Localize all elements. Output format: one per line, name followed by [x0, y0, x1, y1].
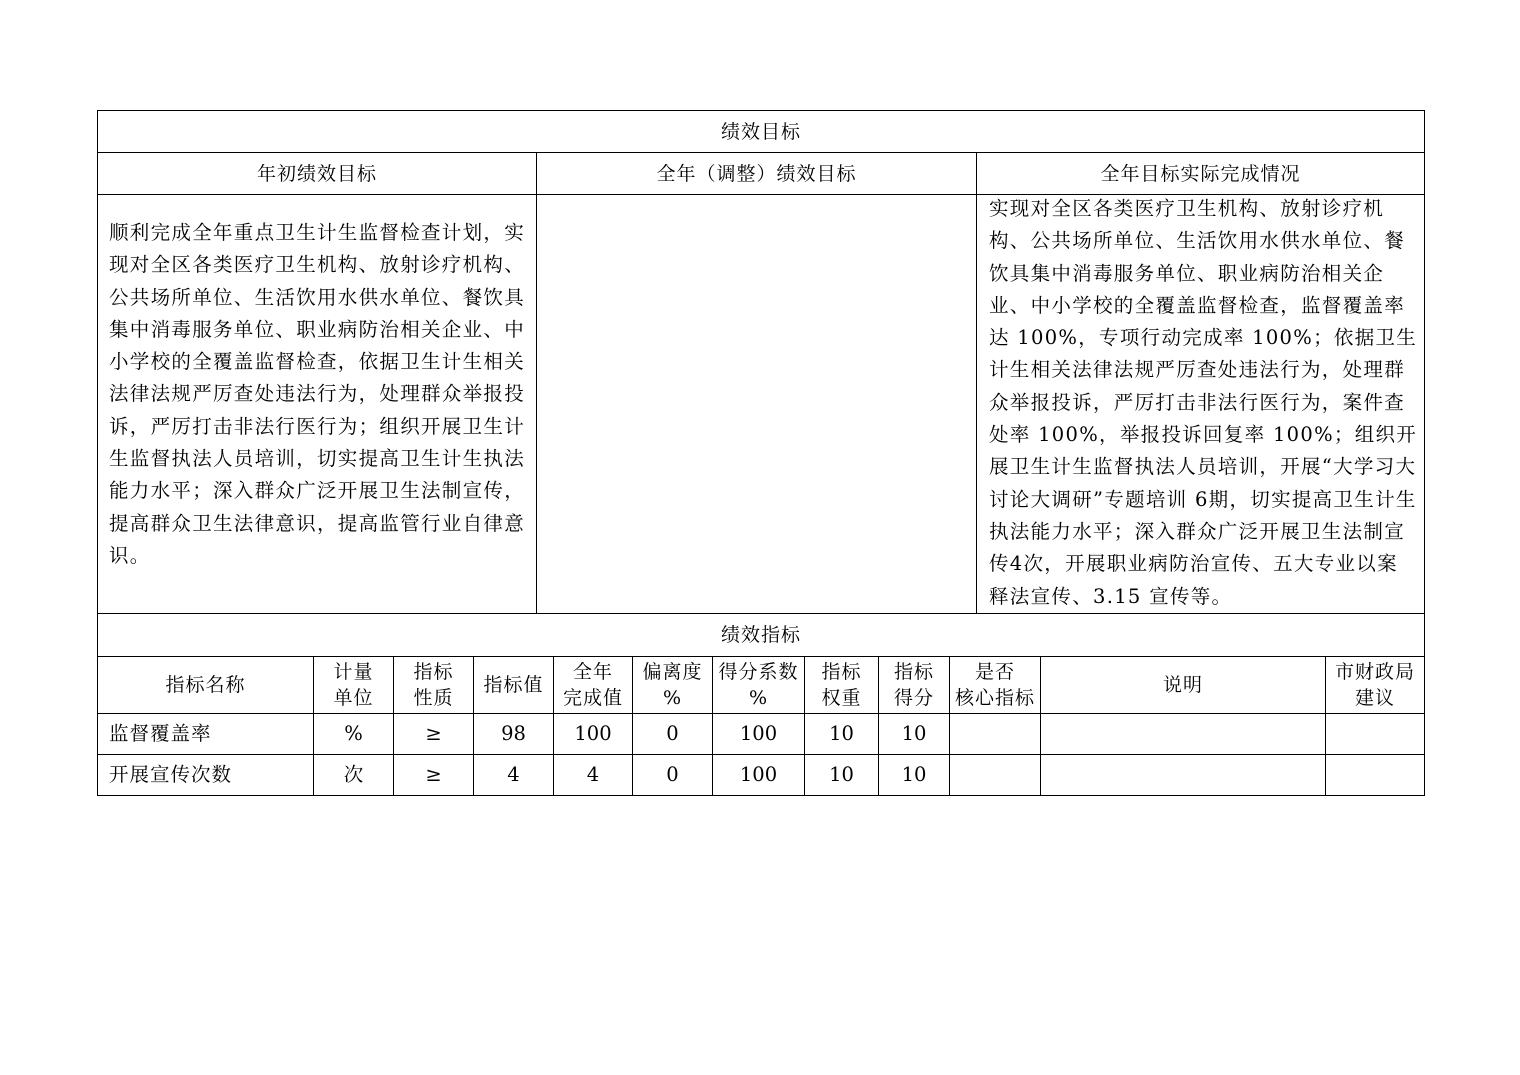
row-completed: 4	[554, 754, 633, 795]
col-initial-goals: 年初绩效目标	[98, 153, 537, 195]
row-value: 4	[474, 754, 554, 795]
row-name: 监督覆盖率	[98, 713, 314, 754]
row-unit: %	[314, 713, 394, 754]
header-nature	[394, 656, 474, 713]
header-core-line2: 核心指标	[954, 686, 1035, 709]
header-advice	[1326, 656, 1425, 713]
row-name: 开展宣传次数	[98, 754, 314, 795]
header-coefficient-line1: 得分系数	[718, 660, 799, 683]
adjusted-goals-cell	[537, 195, 977, 614]
row-weight: 10	[805, 713, 879, 754]
header-deviation-line1: 偏离度	[642, 660, 703, 683]
header-completed-line1: 全年	[572, 660, 613, 683]
row-coefficient: 100	[713, 754, 805, 795]
row-score: 10	[879, 754, 950, 795]
header-note: 说明	[1041, 656, 1326, 713]
row-nature: ≥	[394, 754, 474, 795]
header-unit-line2: 单位	[333, 686, 374, 709]
row-deviation: 0	[633, 713, 713, 754]
header-core	[950, 656, 1041, 713]
row-core	[950, 713, 1041, 754]
table-row	[98, 754, 1425, 795]
table-row	[98, 713, 1425, 754]
header-coefficient-line2: %	[748, 686, 769, 709]
header-coefficient	[713, 656, 805, 713]
header-value: 指标值	[474, 656, 554, 713]
row-advice	[1326, 754, 1425, 795]
header-unit-line1: 计量	[333, 660, 374, 683]
header-completed-line2: 完成值	[562, 686, 623, 709]
header-weight-line1: 指标	[821, 660, 862, 683]
initial-goals-text: 顺利完成全年重点卫生计生监督检查计划，实现对全区各类医疗卫生机构、放射诊疗机构、公共场所单位、生活饮用水供水单位、餐饮具集中消毒服务单位、职业病防治相关企业、中小学校的全覆盖监督检查，依据卫生计生相关法律法规严厉查处违法行为，处理群众举报投诉，严厉打击非法行医行为；组织开展卫生计生监督执法人员培训，切实提高卫生计生执法能力水平；深入群众广泛开展卫生法制宣传，提高群众卫生法律意识，提高监管行业自律意识。	[109, 221, 526, 567]
row-core	[950, 754, 1041, 795]
header-completed	[554, 656, 633, 713]
actual-completion-text: 实现对全区各类医疗卫生机构、放射诊疗机构、公共场所单位、生活饮用水供水单位、餐饮具集中消毒服务单位、职业病防治相关企业、中小学校的全覆盖监督检查，监督覆盖率达 100%，专项行动完成率 100%；依据卫生计生相关法律法规严厉查处违法行为，处理群众举报投诉，严厉打击非法行医行为，案件查处率 100%，举报投诉回复率 100%；组织开展卫生计生监督执法人员培训，开展“大学习大讨论大调研”专题培训 6期，切实提高卫生计生执法能力水平；深入群众广泛开展卫生法制宣传4次，开展职业病防治宣传、五大专业以案释法宣传、3.15 宣传等。	[989, 197, 1418, 608]
header-weight	[805, 656, 879, 713]
goals-title: 绩效目标	[98, 111, 1425, 153]
actual-completion-cell	[977, 195, 1425, 614]
header-nature-line2: 性质	[413, 686, 454, 709]
header-advice-line2: 建议	[1355, 686, 1396, 709]
header-indicator-name: 指标名称	[98, 656, 314, 713]
header-deviation	[633, 656, 713, 713]
col-actual-completion: 全年目标实际完成情况	[977, 153, 1425, 195]
indicators-title: 绩效指标	[98, 613, 1425, 656]
row-deviation: 0	[633, 754, 713, 795]
row-coefficient: 100	[713, 713, 805, 754]
header-weight-line2: 权重	[821, 686, 862, 709]
row-note	[1041, 713, 1326, 754]
header-unit	[314, 656, 394, 713]
report-page	[97, 110, 1424, 796]
header-score-line1: 指标	[893, 660, 934, 683]
initial-goals-cell	[98, 195, 537, 614]
header-advice-line1: 市财政局	[1335, 660, 1416, 683]
row-weight: 10	[805, 754, 879, 795]
header-core-line1: 是否	[974, 660, 1015, 683]
header-deviation-line2: %	[662, 686, 683, 709]
header-score-line2: 得分	[893, 686, 934, 709]
row-advice	[1326, 713, 1425, 754]
row-completed: 100	[554, 713, 633, 754]
row-unit: 次	[314, 754, 394, 795]
col-adjusted-goals: 全年（调整）绩效目标	[537, 153, 977, 195]
header-nature-line1: 指标	[413, 660, 454, 683]
performance-goals-table	[97, 110, 1425, 614]
row-score: 10	[879, 713, 950, 754]
row-note	[1041, 754, 1326, 795]
header-score	[879, 656, 950, 713]
performance-indicators-table	[97, 613, 1425, 796]
row-value: 98	[474, 713, 554, 754]
row-nature: ≥	[394, 713, 474, 754]
